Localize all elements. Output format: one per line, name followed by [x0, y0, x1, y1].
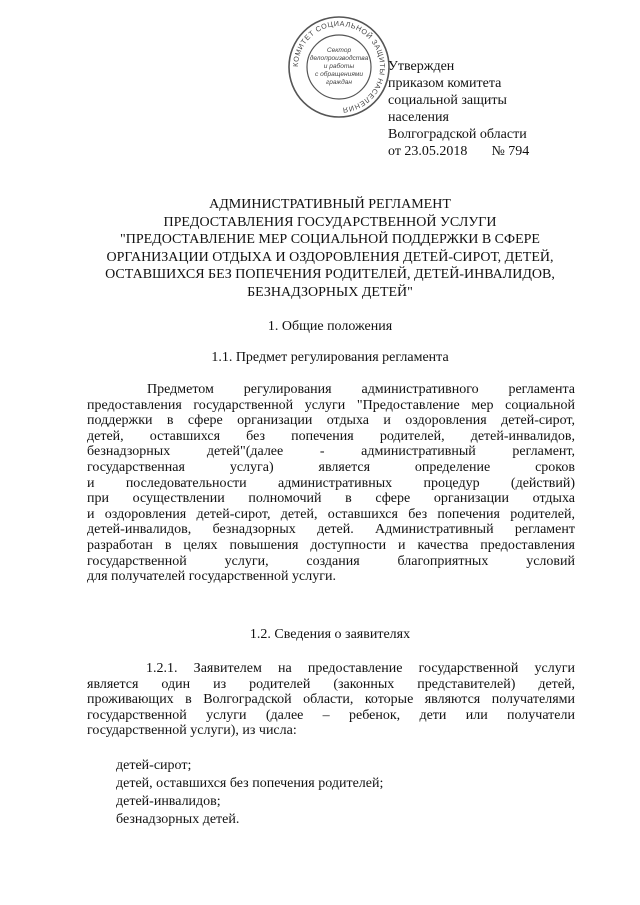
paragraph-line: проживающих в Волгоградской области, которые являются получателями [87, 692, 575, 708]
title-line: БЕЗНАДЗОРНЫХ ДЕТЕЙ" [247, 284, 413, 300]
paragraph-line: поддержки в сфере организации отдыха и оздоровления детей-сирот, [87, 413, 575, 429]
paragraph-applicants [87, 661, 575, 739]
title-line: ОСТАВШИХСЯ БЕЗ ПОПЕЧЕНИЯ РОДИТЕЛЕЙ, ДЕТЕЙ-ИНВАЛИДОВ, [105, 267, 555, 282]
stamp-center-line: с обращениями [314, 71, 364, 78]
stamp-center-line: делопроизводства [309, 55, 369, 62]
paragraph-line: государственная услуга) является определение сроков [87, 459, 575, 475]
stamp-center-line: Сектор [326, 47, 352, 54]
paragraph-line: государственной услуги), из числа: [87, 723, 297, 739]
approval-date-line [388, 143, 529, 160]
list-item: детей, оставшихся без попечения родителей; [116, 776, 384, 791]
subsection-heading: 1.2. Сведения о заявителях [249, 627, 411, 642]
document-title [60, 196, 600, 301]
paragraph-line: при осуществлении полномочий в сфере организации отдыха [87, 491, 575, 507]
paragraph-line: и оздоровления детей-сирот, детей, оставшихся без попечения родителей, [87, 506, 575, 522]
title-line: ОРГАНИЗАЦИИ ОТДЫХА И ОЗДОРОВЛЕНИЯ ДЕТЕЙ-СИРОТ, ДЕТЕЙ, [106, 249, 554, 265]
paragraph-line: государственной услуги (далее – ребенок, дети или получатели [87, 707, 575, 723]
approval-line: Волгоградской области [388, 127, 527, 142]
stamp-center-line: граждан [325, 79, 353, 86]
title-line: АДМИНИСТРАТИВНЫЙ РЕГЛАМЕНТ [209, 197, 451, 212]
approval-line: приказом комитета [388, 76, 502, 91]
approval-line: социальной защиты [388, 93, 507, 108]
paragraph-line: безнадзорных детей"(далее - административный регламент, [87, 444, 575, 460]
approval-line: Утвержден [388, 59, 455, 74]
applicant-categories-list [116, 757, 383, 829]
title-line: ПРЕДОСТАВЛЕНИЯ ГОСУДАРСТВЕННОЙ УСЛУГИ [163, 214, 497, 230]
paragraph-line: детей-инвалидов, безнадзорных детей. Административный регламент [87, 522, 575, 538]
paragraph-line: 1.2.1. Заявителем на предоставление государственной услуги [146, 661, 575, 676]
list-item: детей-инвалидов; [116, 794, 221, 809]
paragraph-subject [87, 382, 575, 585]
approval-block [388, 58, 529, 160]
stamp-center-line: и работы [323, 63, 355, 70]
list-item: безнадзорных детей. [116, 812, 240, 827]
paragraph-line: предоставления государственной услуги "Предоставление мер социальной [87, 397, 575, 413]
subsection-heading: 1.1. Предмет регулирования регламента [211, 350, 449, 365]
list-item: детей-сирот; [116, 758, 192, 773]
official-stamp [286, 14, 392, 120]
approval-date: от 23.05.2018 [388, 144, 468, 159]
paragraph-line: государственной услуги, создания благоприятных условий [87, 553, 575, 569]
title-line: "ПРЕДОСТАВЛЕНИЕ МЕР СОЦИАЛЬНОЙ ПОДДЕРЖКИ В СФЕРЕ [120, 232, 540, 247]
paragraph-line: детей, оставшихся без попечения родителей, детей-инвалидов, [87, 428, 575, 444]
approval-line: населения [388, 110, 449, 125]
stamp-ring-text: КОМИТЕТ СОЦИАЛЬНОЙ ЗАЩИТЫ НАСЕЛЕНИЯ [290, 18, 388, 115]
paragraph-line: разработан в целях повышения доступности и качества предоставления [87, 537, 575, 553]
paragraph-line: и последовательности административных процедур (действий) [87, 475, 575, 491]
approval-number: № 794 [491, 144, 530, 159]
paragraph-line: для получателей государственной услуги. [87, 569, 336, 585]
section-heading: 1. Общие положения [267, 319, 393, 334]
paragraph-line: является один из родителей (законных представителей) детей, [87, 676, 575, 692]
paragraph-line: Предметом регулирования административного регламента [147, 382, 575, 397]
